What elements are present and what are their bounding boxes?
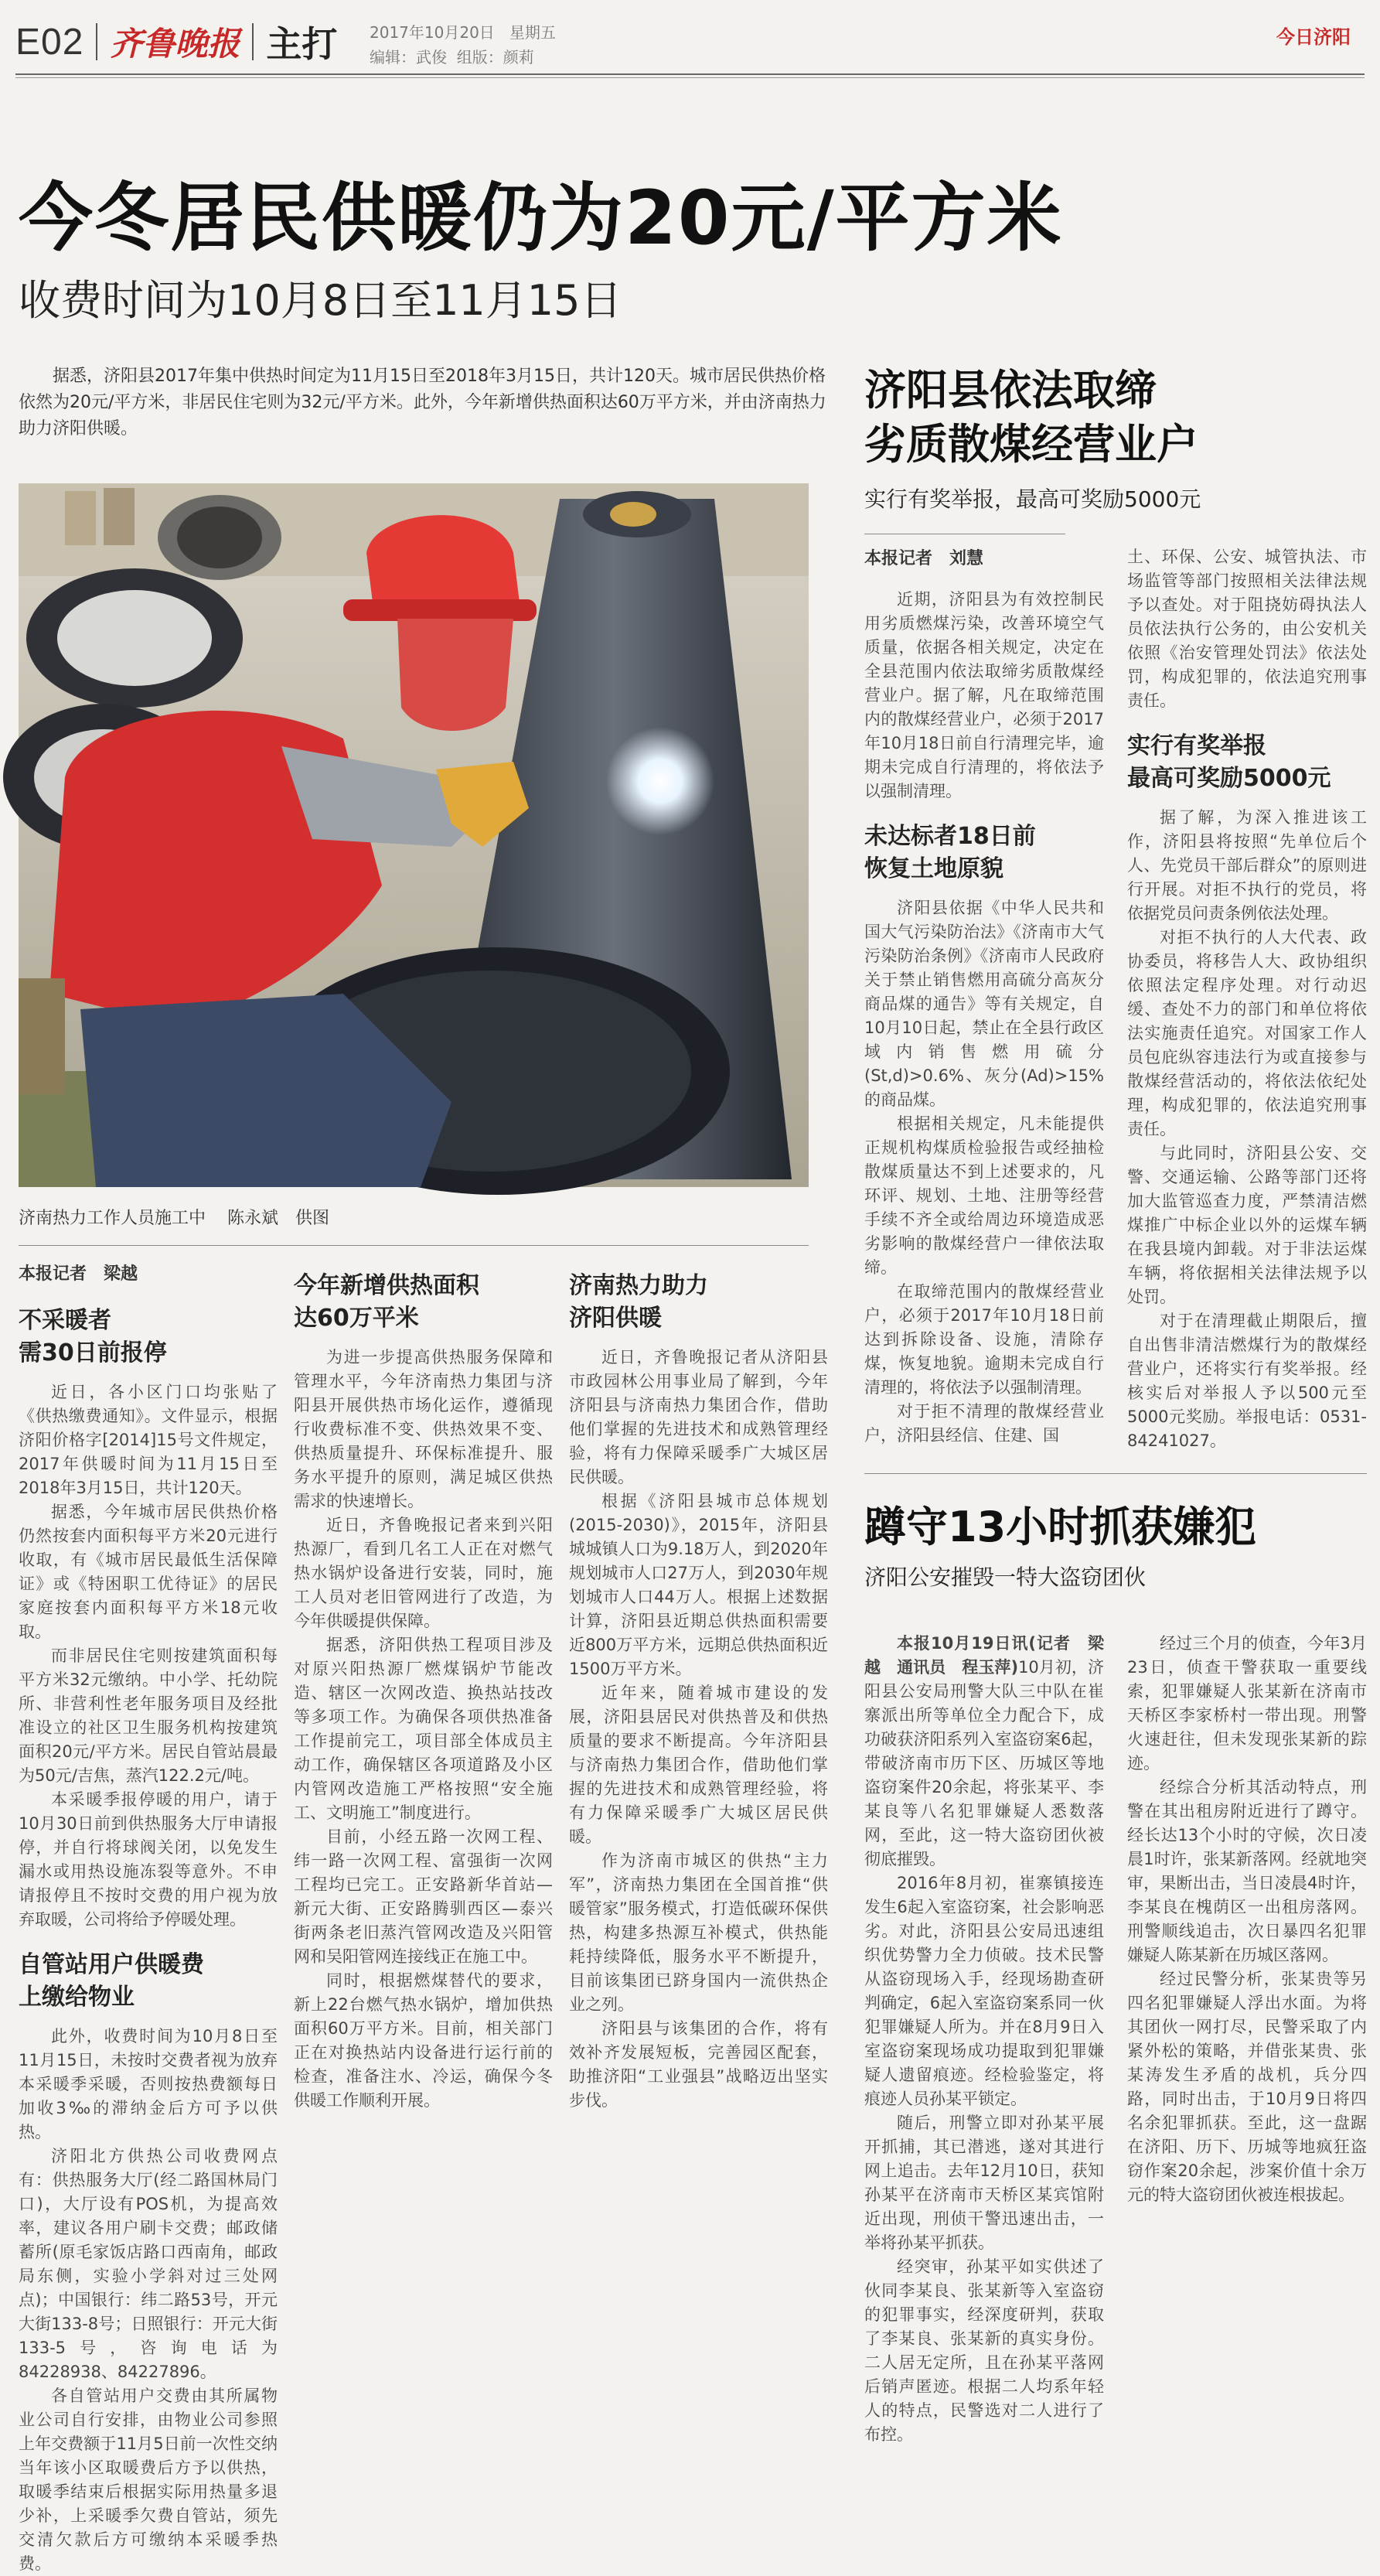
- body-paragraph: 近期，济阳县为有效控制民用劣质燃煤污染，改善环境空气质量，依据各相关规定，决定在全县范围内依法取缔劣质散煤经营业户。据了解，凡在取缔范围内的散煤经营业户，必须于2017年10月18日前自行清理完毕，逾期未完成自行清理的，将依法予以强制清理。: [864, 590, 1104, 800]
- body-paragraph: 济阳县依据《中华人民共和国大气污染防治法》《济南市大气污染防治条例》《济南市人民政府关于禁止销售燃用高硫分高灰分商品煤的通告》等有关规定，自10月10日起，禁止在全县行政区域内销售燃用硫分(St,d)>0.6%、灰分(Ad)>15%的商品煤。: [864, 899, 1104, 1109]
- welder-photo: [19, 483, 809, 1187]
- body-paragraph: 对于拒不清理的散煤经营业户，济阳县经信、住建、国: [864, 1402, 1104, 1445]
- photo-illustration: [19, 483, 809, 1187]
- body-paragraph: 本采暖季报停暖的用户，请于10月30日前到供热服务大厅申请报停，并自行将球阀关闭，以免发生漏水或用热设施冻裂等意外。不申请报停且不按时交费的用户视为放弃取暖，公司将给予停暖处理。: [19, 1790, 278, 1929]
- police-article-header: [864, 1500, 1367, 1592]
- body-paragraph: 近年来，随着城市建设的发展，济阳县居民对供热普及和供热质量的要求不断提高。今年济阳县与济南热力集团合作，借助他们掌握的先进技术和成熟管理经验，将有力保障采暖季广大城区居民供暖。: [569, 1684, 828, 1846]
- body-paragraph: 近日，齐鲁晚报记者来到兴阳热源厂，看到几名工人正在对燃气热水锅炉设备进行安装，同时，施工人员对老旧管网进行了改造，为今年供暖提供保障。: [294, 1516, 553, 1630]
- section-heading: 不采暖者 需30日前报停: [19, 1307, 167, 1366]
- body-paragraph: 近日，齐鲁晚报记者从济阳县市政园林公用事业局了解到，今年济阳县与济南热力集团合作，借助他们掌握的先进技术和成熟管理经验，将有力保障采暖季广大城区居民供暖。: [569, 1348, 828, 1486]
- section-heading: 自管站用户供暖费 上缴给物业: [19, 1951, 204, 2011]
- section-rule: [864, 1473, 1367, 1474]
- edition-tag: 今日济阳: [1276, 26, 1351, 48]
- body-paragraph: 据悉，济阳供热工程项目涉及对原兴阳热源厂燃煤锅炉节能改造、辖区一次网改造、换热站技改等多项工作。为确保各项供热准备工作提前完工，项目部全体成员主动工作，确保辖区各项道路及小区内管网改造施工严格按照“安全施工、文明施工”制度进行。: [294, 1636, 553, 1822]
- body-paragraph: 经过民警分析，张某贵等另四名犯罪嫌疑人浮出水面。为将其团伙一网打尽，民警采取了内紧外松的策略，并借张某贵、张某涛发生矛盾的战机，兵分四路，同时出击，于10月9日将四名余犯罪抓获。至此，这一盘踞在济阳、历下、历城等地疯狂盗窃作案20余起，涉案价值十余万元的特大盗窃团伙被连根拔起。: [1127, 1970, 1367, 2204]
- issue-weekday: 星期五: [509, 23, 556, 42]
- body-paragraph: 作为济南市城区的供热“主力军”，济南热力集团在全国首推“供暖管家”服务模式，打造低碳环保供热，构建多热源互补模式，供热能耗持续降低，服务水平不断提升，目前该集团已跻身国内一流供热企业之列。: [569, 1851, 828, 2014]
- body-paragraph: 此外，收费时间为10月8日至11月15日，未按时交费者视为放弃本采暖季采暖，否则按热费额每日加收3‰的滞纳金后方可予以供热。: [19, 2027, 278, 2141]
- body-paragraph: 2016年8月初，崔寨镇接连发生6起入室盗窃案，社会影响恶劣。对此，济阳县公安局迅速组织优势警力全力侦破。技术民警从盗窃现场入手，经现场勘查研判确定，6起入室盗窃案系同一伙犯罪嫌疑人所为。并在8月9日入室盗窃案现场成功提取到犯罪嫌疑人遗留痕迹。经检验鉴定，将痕迹人员孙某平锁定。: [864, 1874, 1104, 2108]
- police-column-2: [1127, 1632, 1367, 2363]
- body-paragraph: 在取缔范围内的散煤经营业户，必须于2017年10月18日前达到拆除设备、设施，清除存煤，恢复地貌。逾期未完成自行清理的，将依法予以强制清理。: [864, 1282, 1104, 1397]
- body-paragraph: 根据《济阳县城市总体规划(2015-2030)》，2015年，济阳县城城镇人口为9.18万人，到2020年规划城市人口27万人，到2030年规划城市人口44万人。根据上述数据计算，济阳县近期总供热面积需要近800万平方米，远期总供热面积近1500万平方米。: [569, 1492, 828, 1678]
- police-column-1: [864, 1632, 1104, 2444]
- photo-caption: [19, 1205, 809, 1229]
- divider: [96, 23, 97, 60]
- body-paragraph: 经突审，孙某平如实供述了伙同李某良、张某新等入室盗窃的犯罪事实，经深度研判，获取了李某良、张某新的真实身份。二人居无定所，且在孙某平落网后销声匿迹。根据二人均系年轻人的特点，民警选对二人进行了布控。: [864, 2257, 1104, 2444]
- body-paragraph: 根据相关规定，凡未能提供正规机构煤质检验报告或经抽检散煤质量达不到上述要求的，凡环评、规划、土地、注册等经营手续不齐全或给周边环境造成恶劣影响的散煤经营户一律依法取缔。: [864, 1114, 1104, 1277]
- police-title: 蹲守13小时抓获嫌犯: [864, 1503, 1257, 1551]
- section-name: 主打: [266, 23, 338, 65]
- body-paragraph: 与此同时，济阳县公安、交警、交通运输、公路等部门还将加大监管巡查力度，严禁清洁燃煤推广中标企业以外的运煤车辆在我县境内卸载。对于非法运煤车辆，将依据相关法律法规予以处罚。: [1127, 1144, 1367, 1306]
- body-paragraph: 目前，小经五路一次网工程、纬一路一次网工程、富强街一次网工程均已完工。正安路新华首站—新元大街、正安路腾驯西区—泰兴街两条老旧蒸汽管网改造及兴阳管网和吴阳管网连接线正在施工中。: [294, 1827, 553, 1966]
- section-rule: [19, 1245, 809, 1246]
- photo-credit: 陈永斌 供图: [227, 1209, 330, 1228]
- coal-byline: 本报记者 刘慧: [864, 549, 984, 568]
- body-paragraph: 近日，各小区门口均张贴了《供热缴费通知》。文件显示，根据济阳价格字[2014]15号文件规定，2017年供暖时间为11月15日至2018年3月15日，共计120天。: [19, 1383, 278, 1497]
- page-headline: 今冬居民供暖仍为20元/平方米: [19, 175, 1063, 261]
- section-heading: 未达标者18日前 恢复土地原貌: [864, 823, 1036, 882]
- coal-title-line1: 济阳县依法取缔: [864, 366, 1157, 415]
- edition-meta: [370, 20, 556, 70]
- paper-logo: 齐鲁晚报: [110, 25, 240, 63]
- coal-column-1: [864, 588, 1104, 1446]
- body-paragraph: 据了解，为深入推进该工作，济阳县将按照“先单位后个人、先党员干部后群众”的原则进行开展。对拒不执行的党员，将依据党员问责条例依法处理。: [1127, 808, 1367, 923]
- main-column-2: [294, 1253, 553, 2363]
- divider: [252, 23, 254, 60]
- police-dateline: 本报10月19日讯(记者 梁越 通讯员 程玉萍): [864, 1634, 1104, 1677]
- page-number: E02: [15, 21, 84, 63]
- body-paragraph: 据悉，今年城市居民供热价格仍然按套内面积每平方米20元进行收取，有《城市居民最低生活保障证》或《特困职工优待证》的居民家庭按套内面积每平方米18元收取。: [19, 1503, 278, 1641]
- coal-column-2: [1127, 545, 1367, 1450]
- body-paragraph: 济阳县与该集团的合作，将有效补齐发展短板，完善园区配套，助推济阳“工业强县”战略迈出坚实步伐。: [569, 2019, 828, 2110]
- main-byline: 本报记者 梁越: [19, 1264, 138, 1284]
- coal-article-header: [864, 363, 1359, 513]
- editor-credit: 编辑：武俊: [370, 48, 447, 67]
- body-paragraph: 而非居民住宅则按建筑面积每平方米32元缴纳。中小学、托幼院所、非营利性老年服务项目及经批准设立的社区卫生服务机构按建筑面积20元/平方米。居民自管站晨最为50元/吉焦，蒸汽122.2元/吨。: [19, 1646, 278, 1785]
- main-column-1: [19, 1288, 278, 2573]
- designer-credit: 组版：颜莉: [456, 48, 534, 67]
- body-paragraph: 各自管站用户交费由其所属物业公司自行安排，由物业公司参照上年交费额于11月5日前一次性交纳当年该小区取暖费后方予以供热，取暖季结束后根据实际用热量多退少补，上采暖季欠费自管站，须先交清欠款后方可缴纳本采暖季热费。: [19, 2387, 278, 2573]
- page-subheadline: 收费时间为10月8日至11月15日: [19, 276, 622, 325]
- body-paragraph: 随后，刑警立即对孙某平展开抓捕，其已潜逃，遂对其进行网上追击。去年12月10日，获知孙某平在济南市天桥区某宾馆附近出现，刑侦干警迅速出击，一举将孙某平抓获。: [864, 2114, 1104, 2252]
- body-paragraph: 土、环保、公安、城管执法、市场监管等部门按照相关法律法规予以查处。对于阻挠妨碍执法人员依法执行公务的，由公安机关依照《治安管理处罚法》依法处罚，构成犯罪的，依法追究刑事责任。: [1127, 548, 1367, 710]
- masthead: [15, 14, 337, 70]
- coal-title-line2: 劣质散煤经营业户: [864, 420, 1198, 469]
- body-paragraph: 对于在清理截止期限后，擅自出售非清洁燃煤行为的散煤经营业户，还将实行有奖举报。经核实后对举报人予以500元至5000元奖励。举报电话：0531-84241027。: [1127, 1312, 1367, 1450]
- police-subtitle: 济阳公安摧毁一特大盗窃团伙: [864, 1564, 1147, 1590]
- body-paragraph: 10月初，济阳县公安局刑警大队三中队在崔寨派出所等单位全力配合下，成功破获济阳系列入室盗窃案6起，带破济南市历下区、历城区等地盗窃案件20余起，将张某平、李某良等八名犯罪嫌疑人悉数落网，至此，这一特大盗窃团伙被彻底摧毁。: [864, 1658, 1104, 1868]
- issue-date: 2017年10月20日: [370, 23, 495, 42]
- lead-paragraph: 据悉，济阳县2017年集中供热时间定为11月15日至2018年3月15日，共计120天。城市居民供热价格依然为20元/平方米，非居民住宅则为32元/平方米。此外，今年新增供热面积达60万平方米，并由济南热力助力济阳供暖。: [19, 367, 826, 438]
- header-rule: [15, 73, 1365, 75]
- body-paragraph: 同时，根据燃煤替代的要求，新上22台燃气热水锅炉，增加供热面积60万平方米。目前，相关部门正在对换热站内设备进行运行前的检查，准备注水、冷运，确保今冬供暖工作顺利开展。: [294, 1971, 553, 2110]
- section-heading: 济南热力助力 济阳供暖: [569, 1272, 708, 1332]
- caption-text: 济南热力工作人员施工中: [19, 1209, 206, 1228]
- section-heading: 实行有奖举报 最高可奖励5000元: [1127, 732, 1331, 792]
- body-paragraph: 对拒不执行的人大代表、政协委员，将移告人大、政协组织依照法定程序处理。对行动迟缓、查处不力的部门和单位将依法实施责任追究。对国家工作人员包庇纵容违法行为或直接参与散煤经营活动的，将依法依纪处理，构成犯罪的，依法追究刑事责任。: [1127, 928, 1367, 1138]
- body-paragraph: 经综合分析其活动特点，刑警在其出租房附近进行了蹲守。经长达13个小时的守候，次日凌晨1时许，张某新落网。经就地突审，果断出击，当日凌晨4时许，李某良在槐荫区一出租房落网。刑警顺线追击，次日暴四名犯罪嫌疑人陈某新在历城区落网。: [1127, 1778, 1367, 1964]
- coal-subtitle: 实行有奖举报，最高可奖励5000元: [864, 486, 1201, 512]
- header-rule: [15, 77, 1365, 78]
- body-paragraph: 济阳北方供热公司收费网点有：供热服务大厅(经二路国林局门口)，大厅设有POS机，为提高效率，建议各用户刷卡交费；邮政储蓄所(原毛家饭店路口西南角，邮政局东侧，实验小学斜对过三处网点)；中国银行：纬二路53号，开元大街133-8号；日照银行：开元大街133-5号，咨询电话为84228938、84227896。: [19, 2147, 278, 2381]
- body-paragraph: 经过三个月的侦查，今年3月23日，侦查干警获取一重要线索，犯罪嫌疑人张某新在济南市天桥区李家桥村一带出现。刑警火速赶往，但未发现张某新的踪迹。: [1127, 1634, 1367, 1772]
- body-paragraph: 为进一步提高供热服务保障和管理水平，今年济南热力集团与济阳县开展供热市场化运作，遵循现行收费标准不变、供热效果不变、供热质量提升、环保标准提升、服务水平提升的原则，满足城区供热需求的快速增长。: [294, 1348, 553, 1510]
- main-column-3: [569, 1253, 828, 2363]
- police-paragraph-lead: [864, 1632, 1104, 1871]
- section-heading: 今年新增供热面积 达60万平米: [294, 1272, 479, 1332]
